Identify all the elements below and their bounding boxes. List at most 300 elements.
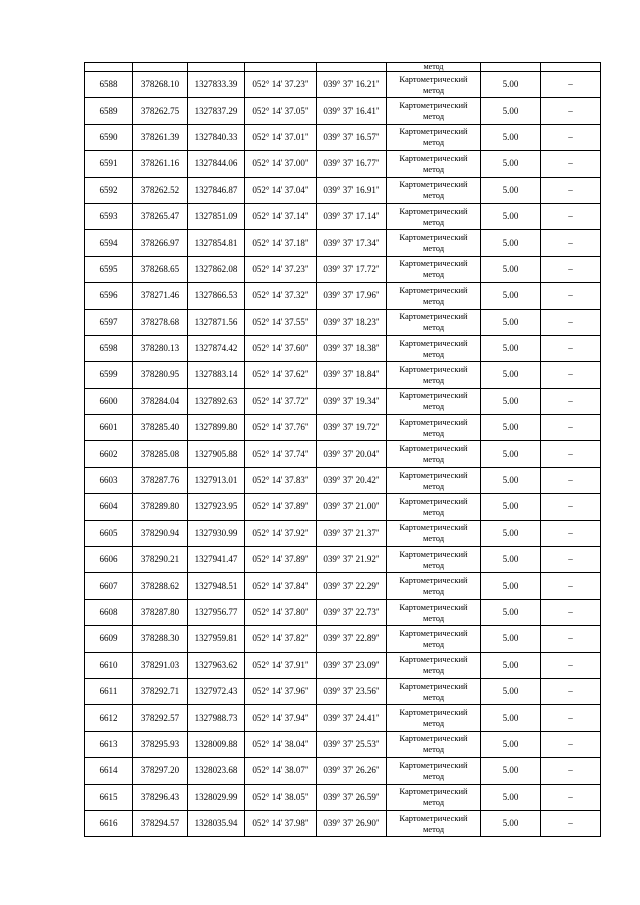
cell-longitude: 039° 37' 18.23" [317,309,387,335]
cell-accuracy: 5.00 [481,758,541,784]
cell-note: – [541,256,601,282]
cell-point-number: 6589 [85,98,133,124]
method-line-1: Картометрический [399,73,468,84]
method-line-2: метод [422,454,445,465]
cell-note: – [541,177,601,203]
method-line-2: метод [422,84,445,95]
method-line-1: Картометрический [399,390,468,401]
method-line-1: Картометрический [399,152,468,163]
cell-note: – [541,98,601,124]
method-line-1: Картометрический [399,126,468,137]
cell-accuracy: 5.00 [481,784,541,810]
cell-note: – [541,652,601,678]
cell-method [387,203,481,229]
cell-note: – [541,705,601,731]
cell-y: 1327837.29 [188,98,245,124]
table-row [85,362,601,388]
cell-method [387,758,481,784]
cell-method [387,652,481,678]
method-line-1: Картометрический [399,469,468,480]
method-line-1: Картометрический [399,284,468,295]
table-row [85,283,601,309]
cell-longitude: 039° 37' 26.90" [317,810,387,836]
cell-point-number: 6595 [85,256,133,282]
cell-latitude: 052° 14' 37.80" [245,599,317,625]
cell-y: 1327913.01 [188,467,245,493]
cell-latitude: 052° 14' 38.05" [245,784,317,810]
cell-longitude: 039° 37' 22.29" [317,573,387,599]
cell-note: – [541,626,601,652]
cell [541,63,601,72]
method-line-1: Картометрический [399,416,468,427]
method-line-2: метод [422,770,445,781]
method-line-2: метод [422,137,445,148]
cell-latitude: 052° 14' 38.07" [245,758,317,784]
cell-accuracy: 5.00 [481,705,541,731]
cell-point-number: 6602 [85,441,133,467]
cell-point-number: 6607 [85,573,133,599]
cell-latitude: 052° 14' 37.18" [245,230,317,256]
cell-latitude: 052° 14' 37.00" [245,151,317,177]
cell-longitude: 039° 37' 17.72" [317,256,387,282]
cell-longitude: 039° 37' 16.21" [317,72,387,98]
cell-note: – [541,203,601,229]
cell-method [387,362,481,388]
cell [188,63,245,72]
cell-x: 378280.13 [133,335,188,361]
cell-latitude: 052° 14' 37.84" [245,573,317,599]
cell-method [387,151,481,177]
cell-longitude: 039° 37' 16.57" [317,124,387,150]
cell-accuracy: 5.00 [481,678,541,704]
cell-x: 378288.30 [133,626,188,652]
cell-y: 1327851.09 [188,203,245,229]
cell-longitude: 039° 37' 20.42" [317,467,387,493]
cell-x: 378295.93 [133,731,188,757]
cell-accuracy: 5.00 [481,72,541,98]
cell [245,63,317,72]
cell-note: – [541,72,601,98]
cell-longitude: 039° 37' 25.53" [317,731,387,757]
cell-note: – [541,494,601,520]
cell-x: 378285.08 [133,441,188,467]
cell-note: – [541,124,601,150]
cell-point-number: 6615 [85,784,133,810]
cell-x: 378266.97 [133,230,188,256]
cell-note: – [541,335,601,361]
cell-longitude: 039° 37' 23.09" [317,652,387,678]
cell-accuracy: 5.00 [481,98,541,124]
method-line-2: метод [422,243,445,254]
cell-x: 378289.80 [133,494,188,520]
cell-latitude: 052° 14' 37.05" [245,98,317,124]
cell [481,63,541,72]
method-line-2: метод [422,797,445,808]
cell-latitude: 052° 14' 37.55" [245,309,317,335]
cell-method [387,98,481,124]
method-line-2: метод [422,691,445,702]
cell-note: – [541,520,601,546]
cell-latitude: 052° 14' 37.89" [245,547,317,573]
table-row [85,705,601,731]
method-line-1: Картометрический [399,179,468,190]
cell-x: 378290.21 [133,547,188,573]
method-line-2: метод [422,111,445,122]
cell-y: 1327846.87 [188,177,245,203]
cell-point-number: 6608 [85,599,133,625]
method-line-1: Картометрический [399,337,468,348]
method-line-2: метод [422,269,445,280]
cell-point-number: 6609 [85,626,133,652]
method-line-1: Картометрический [399,786,468,797]
cell-note: – [541,810,601,836]
cell-latitude: 052° 14' 37.76" [245,415,317,441]
method-line-2: метод [422,586,445,597]
method-line-2: метод [422,638,445,649]
cell-y: 1327862.08 [188,256,245,282]
cell-x: 378292.71 [133,678,188,704]
cell-y: 1327941.47 [188,547,245,573]
continuation-row [85,63,601,72]
method-line-2: метод [422,506,445,517]
cell-method [387,124,481,150]
cell-point-number: 6598 [85,335,133,361]
cell-point-number: 6606 [85,547,133,573]
table-row [85,151,601,177]
method-line-1: Картометрический [399,522,468,533]
cell-latitude: 052° 14' 38.04" [245,731,317,757]
cell-method [387,520,481,546]
table-row [85,573,601,599]
cell-point-number: 6593 [85,203,133,229]
cell-accuracy: 5.00 [481,573,541,599]
cell-y: 1328009.88 [188,731,245,757]
method-line-1: Картометрический [399,575,468,586]
cell-latitude: 052° 14' 37.74" [245,441,317,467]
cell-accuracy: 5.00 [481,652,541,678]
cell-x: 378280.95 [133,362,188,388]
cell-method [387,72,481,98]
method-line-2: метод [422,163,445,174]
cell-note: – [541,731,601,757]
cell-longitude: 039° 37' 17.14" [317,203,387,229]
method-line-1: Картометрический [399,311,468,322]
cell-x: 378268.65 [133,256,188,282]
cell-y: 1328029.99 [188,784,245,810]
cell-x: 378294.57 [133,810,188,836]
cell-y: 1327930.99 [188,520,245,546]
cell-point-number: 6611 [85,678,133,704]
cell-accuracy: 5.00 [481,124,541,150]
table-row [85,520,601,546]
table-row [85,203,601,229]
method-line-1: Картометрический [399,654,468,665]
cell-accuracy: 5.00 [481,520,541,546]
cell-latitude: 052° 14' 37.72" [245,388,317,414]
cell-note: – [541,309,601,335]
cell-latitude: 052° 14' 37.01" [245,124,317,150]
method-line-2: метод [422,427,445,438]
cell-accuracy: 5.00 [481,441,541,467]
table-row [85,230,601,256]
method-line-1: Картометрический [399,232,468,243]
cell-longitude: 039° 37' 18.38" [317,335,387,361]
table-row [85,124,601,150]
cell-latitude: 052° 14' 37.23" [245,256,317,282]
cell-point-number: 6605 [85,520,133,546]
cell-latitude: 052° 14' 37.14" [245,203,317,229]
cell-accuracy: 5.00 [481,362,541,388]
method-line-2: метод [422,190,445,201]
cell-x: 378287.80 [133,599,188,625]
cell-x: 378287.76 [133,467,188,493]
cell-x: 378265.47 [133,203,188,229]
cell-latitude: 052° 14' 37.32" [245,283,317,309]
method-line-1: Картометрический [399,258,468,269]
cell-method [387,283,481,309]
cell-accuracy: 5.00 [481,731,541,757]
cell-longitude: 039° 37' 22.89" [317,626,387,652]
cell-longitude: 039° 37' 20.04" [317,441,387,467]
cell-accuracy: 5.00 [481,415,541,441]
cell-method: метод [387,63,481,72]
table-row [85,177,601,203]
cell-note: – [541,467,601,493]
cell-point-number: 6604 [85,494,133,520]
cell-accuracy: 5.00 [481,335,541,361]
cell-y: 1327963.62 [188,652,245,678]
cell-method [387,547,481,573]
method-line-2: метод [422,480,445,491]
method-line-2: метод [422,559,445,570]
cell-x: 378290.94 [133,520,188,546]
method-line-2: метод [422,216,445,227]
cell-point-number: 6594 [85,230,133,256]
cell-y: 1327988.73 [188,705,245,731]
cell-longitude: 039° 37' 21.37" [317,520,387,546]
cell-x: 378285.40 [133,415,188,441]
cell-y: 1327844.06 [188,151,245,177]
cell-longitude: 039° 37' 23.56" [317,678,387,704]
cell-accuracy: 5.00 [481,467,541,493]
cell-latitude: 052° 14' 37.98" [245,810,317,836]
cell-point-number: 6613 [85,731,133,757]
cell-x: 378271.46 [133,283,188,309]
cell-method [387,626,481,652]
cell-accuracy: 5.00 [481,547,541,573]
table-row [85,626,601,652]
cell-method [387,678,481,704]
cell-point-number: 6591 [85,151,133,177]
cell-point-number: 6600 [85,388,133,414]
cell-longitude: 039° 37' 24.41" [317,705,387,731]
cell-note: – [541,415,601,441]
cell-accuracy: 5.00 [481,309,541,335]
method-line-1: Картометрический [399,759,468,770]
cell-accuracy: 5.00 [481,177,541,203]
cell-point-number: 6596 [85,283,133,309]
cell-x: 378268.10 [133,72,188,98]
cell-x: 378288.62 [133,573,188,599]
cell-y: 1327899.80 [188,415,245,441]
cell-y: 1327923.95 [188,494,245,520]
method-line-1: Картометрический [399,627,468,638]
cell-method [387,230,481,256]
method-line-1: Картометрический [399,205,468,216]
cell-x: 378292.57 [133,705,188,731]
cell-method [387,599,481,625]
cell-latitude: 052° 14' 37.92" [245,520,317,546]
cell-accuracy: 5.00 [481,810,541,836]
method-line-2: метод [422,533,445,544]
method-line-1: Картометрический [399,100,468,111]
method-line-2: метод [422,401,445,412]
cell-longitude: 039° 37' 19.34" [317,388,387,414]
cell-note: – [541,388,601,414]
cell-y: 1327866.53 [188,283,245,309]
cell-point-number: 6603 [85,467,133,493]
cell-point-number: 6610 [85,652,133,678]
cell-longitude: 039° 37' 19.72" [317,415,387,441]
cell-x: 378262.75 [133,98,188,124]
cell-x: 378261.39 [133,124,188,150]
method-line-2: метод [422,744,445,755]
cell-point-number: 6588 [85,72,133,98]
coordinates-table [84,62,601,837]
cell-point-number: 6616 [85,810,133,836]
cell [85,63,133,72]
table-row [85,731,601,757]
cell-method [387,177,481,203]
cell-method [387,388,481,414]
table-row [85,494,601,520]
cell-note: – [541,151,601,177]
table-row [85,72,601,98]
method-line-1: Картометрический [399,495,468,506]
cell-y: 1327948.51 [188,573,245,599]
cell-x: 378291.03 [133,652,188,678]
cell-y: 1327871.56 [188,309,245,335]
method-line-2: метод [422,295,445,306]
cell-longitude: 039° 37' 22.73" [317,599,387,625]
cell-latitude: 052° 14' 37.83" [245,467,317,493]
cell-latitude: 052° 14' 37.04" [245,177,317,203]
cell-point-number: 6599 [85,362,133,388]
cell-accuracy: 5.00 [481,283,541,309]
cell-x: 378278.68 [133,309,188,335]
table-row [85,309,601,335]
table-row [85,652,601,678]
cell-method [387,467,481,493]
cell [317,63,387,72]
cell-method [387,705,481,731]
method-line-1: Картометрический [399,601,468,612]
table-row [85,98,601,124]
cell-accuracy: 5.00 [481,599,541,625]
table-row [85,467,601,493]
method-line-1: Картометрический [399,443,468,454]
cell-method [387,810,481,836]
cell-method [387,494,481,520]
cell-note: – [541,283,601,309]
table-row [85,678,601,704]
table-row [85,810,601,836]
cell-method [387,784,481,810]
cell-latitude: 052° 14' 37.94" [245,705,317,731]
cell-note: – [541,362,601,388]
method-line-1: Картометрический [399,707,468,718]
cell-point-number: 6592 [85,177,133,203]
cell-note: – [541,784,601,810]
cell-accuracy: 5.00 [481,151,541,177]
cell-method [387,309,481,335]
cell-latitude: 052° 14' 37.96" [245,678,317,704]
cell-method [387,441,481,467]
cell-longitude: 039° 37' 16.41" [317,98,387,124]
cell-y: 1328035.94 [188,810,245,836]
table-row [85,547,601,573]
cell-note: – [541,678,601,704]
cell-y: 1327892.63 [188,388,245,414]
cell-y: 1327833.39 [188,72,245,98]
cell-longitude: 039° 37' 26.59" [317,784,387,810]
cell-accuracy: 5.00 [481,230,541,256]
cell-method [387,573,481,599]
cell-method [387,256,481,282]
cell-point-number: 6597 [85,309,133,335]
cell-x: 378296.43 [133,784,188,810]
method-line-2: метод [422,665,445,676]
table-row [85,335,601,361]
cell-y: 1327874.42 [188,335,245,361]
table-row [85,758,601,784]
cell-note: – [541,230,601,256]
cell-note: – [541,573,601,599]
cell-longitude: 039° 37' 21.92" [317,547,387,573]
cell-note: – [541,547,601,573]
cell-note: – [541,758,601,784]
cell-y: 1327854.81 [188,230,245,256]
cell-note: – [541,599,601,625]
table-body [85,63,601,837]
method-line-1: Картометрический [399,548,468,559]
method-line-2: метод [422,612,445,623]
table-row [85,388,601,414]
cell-method [387,335,481,361]
cell-y: 1327972.43 [188,678,245,704]
method-line-1: Картометрический [399,680,468,691]
cell-x: 378261.16 [133,151,188,177]
cell-latitude: 052° 14' 37.23" [245,72,317,98]
cell-latitude: 052° 14' 37.91" [245,652,317,678]
cell [133,63,188,72]
method-line-2: метод [422,823,445,834]
table-row [85,256,601,282]
cell-latitude: 052° 14' 37.60" [245,335,317,361]
table-row [85,415,601,441]
cell-accuracy: 5.00 [481,203,541,229]
cell-latitude: 052° 14' 37.89" [245,494,317,520]
cell-longitude: 039° 37' 17.34" [317,230,387,256]
method-line-1: Картометрический [399,733,468,744]
cell-longitude: 039° 37' 26.26" [317,758,387,784]
cell-y: 1327840.33 [188,124,245,150]
cell-longitude: 039° 37' 21.00" [317,494,387,520]
method-line-2: метод [422,374,445,385]
cell-latitude: 052° 14' 37.82" [245,626,317,652]
cell-x: 378284.04 [133,388,188,414]
cell-latitude: 052° 14' 37.62" [245,362,317,388]
